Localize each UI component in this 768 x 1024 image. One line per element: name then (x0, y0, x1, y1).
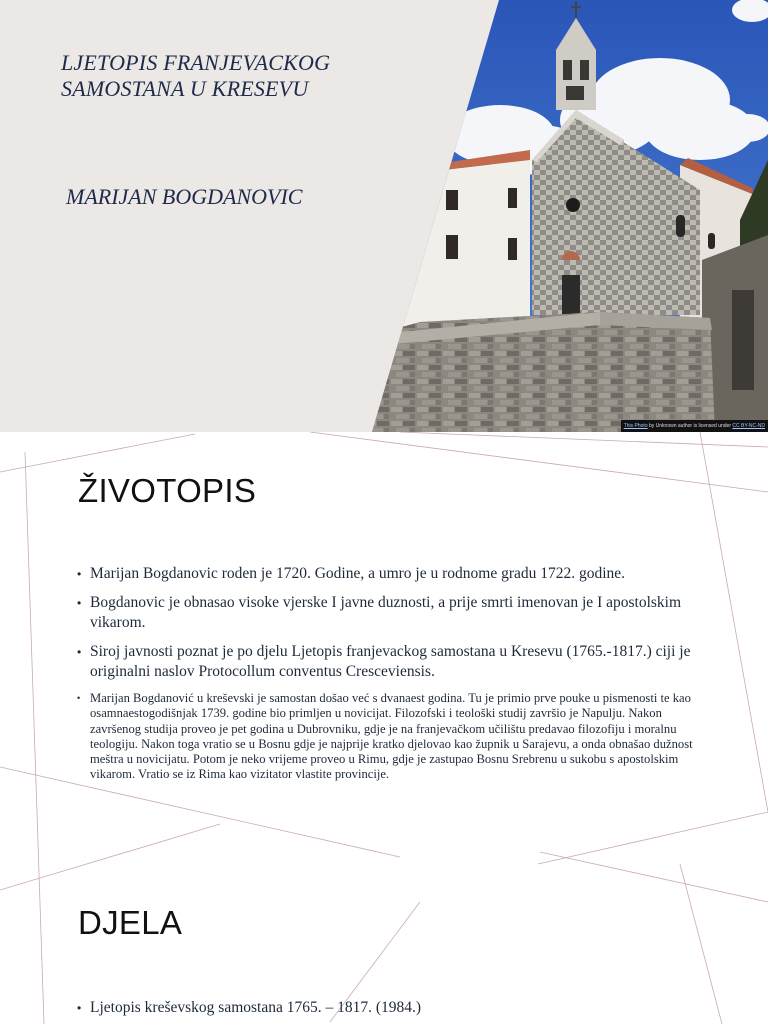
photo-credit (621, 420, 768, 432)
author-name: MARIJAN BOGDANOVIC (66, 184, 303, 209)
credit-text: by Unknown author is licensed under (647, 423, 733, 429)
title-slide (0, 0, 768, 432)
slide-title: LJETOPIS FRANJEVACKOG SAMOSTANA U KRESEVU (61, 50, 331, 101)
works-list (77, 998, 697, 1018)
list-item: • Ljetopis kreševskog samostana 1765. – 1817. (1984.) (77, 998, 697, 1018)
biography-list (77, 564, 697, 783)
list-item: • Bogdanovic je obnasao visoke vjerske I javne duznosti, a prije smrti imenovan je I apostolskim vikarom. (77, 593, 697, 633)
works-heading: DJELA (78, 904, 183, 941)
photo-link[interactable]: This Photo (623, 423, 648, 429)
license-link[interactable]: CC BY-NC-ND (732, 423, 765, 429)
list-item: • Marijan Bogdanović u kreševski je samostan došao već s dvanaest godina. Tu je primio prve pouke u pismenosti te kao osamnaestogodišnjak 1739. godine bio primljen u novicijat. Filozofski i teološki studij završio je Napulju. Nakon završenog studija proveo je pet godina u Dubrovniku, gdje je na franjevačkom učilištu predavao filozofiju i moralnu teologiju. Nakon toga vratio se u Bosnu gdje je najprije kratko djelovao kao župnik u Sarajevu, a onda obnašao dužnost meštra u novicijatu. Potom je neko vrijeme proveo u Rimu, gdje je zastupao Bosnu Srebrenu u sukobu s apostolskim vikarom. Vratio se iz Rima kao vizitator vlastite provincije. (77, 691, 697, 783)
biography-heading: ŽIVOTOPIS (78, 472, 257, 509)
list-item: • Siroj javnosti poznat je po djelu Ljetopis franjevackog samostana u Kresevu (1765.-1817.) ciji je originalni naslov Protocollum conventus Cresceviensis. (77, 642, 697, 682)
content-slide (0, 432, 768, 1024)
list-item: • Marijan Bogdanovic roden je 1720. Godine, a umro je u rodnome gradu 1722. godine. (77, 564, 697, 584)
